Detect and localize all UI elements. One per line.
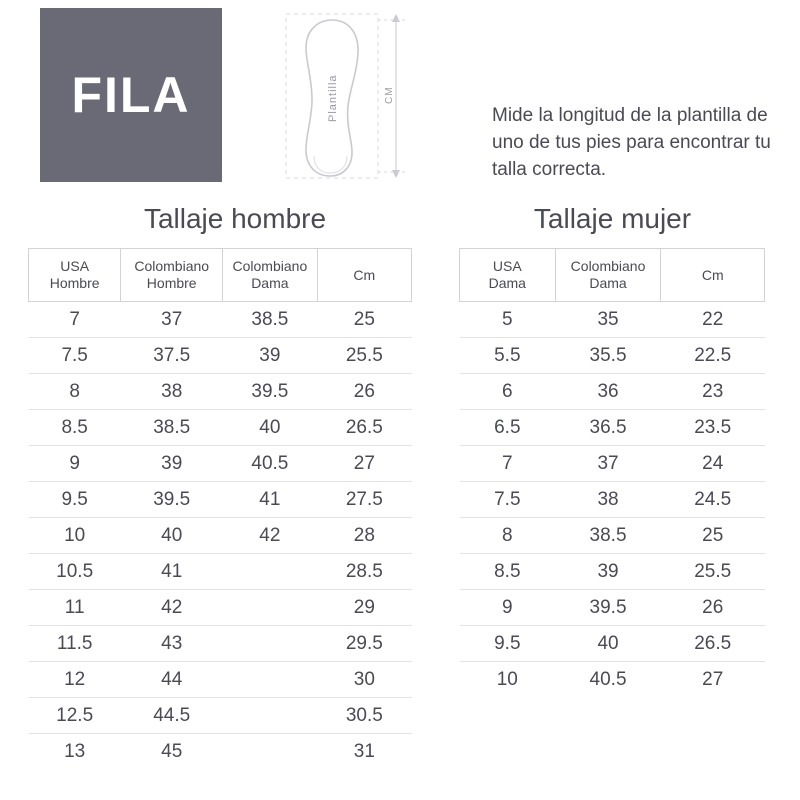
table-row [29,554,412,590]
cell [223,662,318,698]
cell: 26.5 [317,410,411,446]
cell: 9.5 [29,482,121,518]
cell: 6.5 [460,410,556,446]
cell: 12 [29,662,121,698]
men-col-header-col-hombre [121,249,223,302]
table-row [460,482,765,518]
cell: 9.5 [460,626,556,662]
table-row [29,446,412,482]
intro-text: Mide la longitud de la plantilla de uno de tus pies para encontrar tu talla correcta. [492,105,771,180]
table-row [460,446,765,482]
table-row [29,698,412,734]
table-row [460,374,765,410]
women-size-table [459,248,765,697]
women-col-header-col-dama [555,249,661,302]
cell: 40 [223,410,318,446]
cell: 41 [223,482,318,518]
cell: 10.5 [29,554,121,590]
cell: 30 [317,662,411,698]
cell: 38 [555,482,661,518]
fila-logo [40,8,222,182]
cell [223,590,318,626]
men-table-title: Tallaje hombre [143,203,327,234]
cell: 39 [121,446,223,482]
women-col-header-cm-line1: Cm [701,266,724,283]
table-row [29,410,412,446]
insole-word-label: Plantilla [327,74,339,122]
cell: 10 [29,518,121,554]
women-header-row [460,249,765,302]
men-col-header-usa-line2: Hombre [49,275,100,291]
women-col-header-cm [661,249,765,302]
table-row [29,662,412,698]
cell: 36.5 [555,410,661,446]
table-row [460,518,765,554]
cell: 38.5 [555,518,661,554]
cell: 31 [317,734,411,770]
women-table-head [460,249,765,302]
cell: 40.5 [555,662,661,698]
cell: 5.5 [460,338,556,374]
men-table-body [29,302,412,770]
men-col-header-col-dama [223,249,318,302]
cell: 44.5 [121,698,223,734]
cell: 7 [460,446,556,482]
table-row [29,626,412,662]
table-row [460,302,765,338]
women-col-header-usa-line1: USA [492,258,522,274]
cell: 39.5 [555,590,661,626]
cell: 7 [29,302,121,338]
men-col-header-cm [317,249,411,302]
cell [223,698,318,734]
cell [223,734,318,770]
cell: 9 [460,590,556,626]
men-col-header-usa [29,249,121,302]
cell: 25.5 [661,554,765,590]
men-header-row [29,249,412,302]
women-col-header-usa [460,249,556,302]
cell: 26.5 [661,626,765,662]
women-col-header-col-dama-line1: Colombiano [570,258,646,274]
cell: 12.5 [29,698,121,734]
women-table-body [460,302,765,698]
women-col-header-usa-line2: Dama [488,275,526,291]
men-size-table [28,248,412,769]
cell: 35 [555,302,661,338]
cell: 8 [29,374,121,410]
table-row [29,338,412,374]
table-row [29,518,412,554]
table-row [460,410,765,446]
cell: 40 [121,518,223,554]
cell: 25 [661,518,765,554]
cell: 38.5 [121,410,223,446]
men-col-header-cm-line1: Cm [353,266,376,283]
cell: 25 [317,302,411,338]
cell: 24 [661,446,765,482]
cell [223,554,318,590]
cell: 39.5 [223,374,318,410]
cell: 26 [317,374,411,410]
cell: 22 [661,302,765,338]
cell: 26 [661,590,765,626]
table-row [460,626,765,662]
cell: 23 [661,374,765,410]
cell: 28 [317,518,411,554]
cell: 38 [121,374,223,410]
cell: 28.5 [317,554,411,590]
men-col-header-col-hombre-line2: Hombre [146,275,197,291]
cell: 7.5 [29,338,121,374]
cell: 38.5 [223,302,318,338]
cell: 40.5 [223,446,318,482]
insole-diagram [278,6,418,186]
cell: 9 [29,446,121,482]
cell: 37 [555,446,661,482]
cell: 29.5 [317,626,411,662]
cell: 39.5 [121,482,223,518]
cell: 35.5 [555,338,661,374]
cell: 13 [29,734,121,770]
cell: 8.5 [460,554,556,590]
table-row [460,554,765,590]
header [0,0,800,190]
cell: 42 [121,590,223,626]
table-row [460,590,765,626]
cm-axis-label: CM [384,86,395,104]
cell: 25.5 [317,338,411,374]
table-row [29,590,412,626]
men-col-header-usa-line1: USA [60,258,90,274]
cell: 36 [555,374,661,410]
cell: 27.5 [317,482,411,518]
table-row [29,374,412,410]
cell: 8 [460,518,556,554]
men-col-header-col-dama-line2: Dama [251,275,289,291]
cell: 39 [555,554,661,590]
cell: 41 [121,554,223,590]
cell: 5 [460,302,556,338]
table-row [460,662,765,698]
table-row [29,482,412,518]
table-row [29,302,412,338]
cell: 23.5 [661,410,765,446]
men-table-head [29,249,412,302]
cell: 29 [317,590,411,626]
cell: 44 [121,662,223,698]
cell: 8.5 [29,410,121,446]
cell: 24.5 [661,482,765,518]
cell: 27 [317,446,411,482]
cell: 30.5 [317,698,411,734]
fila-logo-text: FILA [71,67,191,123]
cell: 22.5 [661,338,765,374]
cell: 40 [555,626,661,662]
cell: 10 [460,662,556,698]
men-col-header-col-dama-line1: Colombiano [232,258,308,274]
cell: 11.5 [29,626,121,662]
cell: 39 [223,338,318,374]
cell: 43 [121,626,223,662]
cell: 6 [460,374,556,410]
cell: 11 [29,590,121,626]
cell: 45 [121,734,223,770]
cell [223,626,318,662]
cell: 42 [223,518,318,554]
cell: 37.5 [121,338,223,374]
women-table-title: Tallaje mujer [533,203,692,234]
cell: 37 [121,302,223,338]
cell: 27 [661,662,765,698]
cell: 7.5 [460,482,556,518]
women-col-header-col-dama-line2: Dama [589,275,627,291]
table-row [29,734,412,770]
table-row [460,338,765,374]
men-col-header-col-hombre-line1: Colombiano [134,258,210,274]
